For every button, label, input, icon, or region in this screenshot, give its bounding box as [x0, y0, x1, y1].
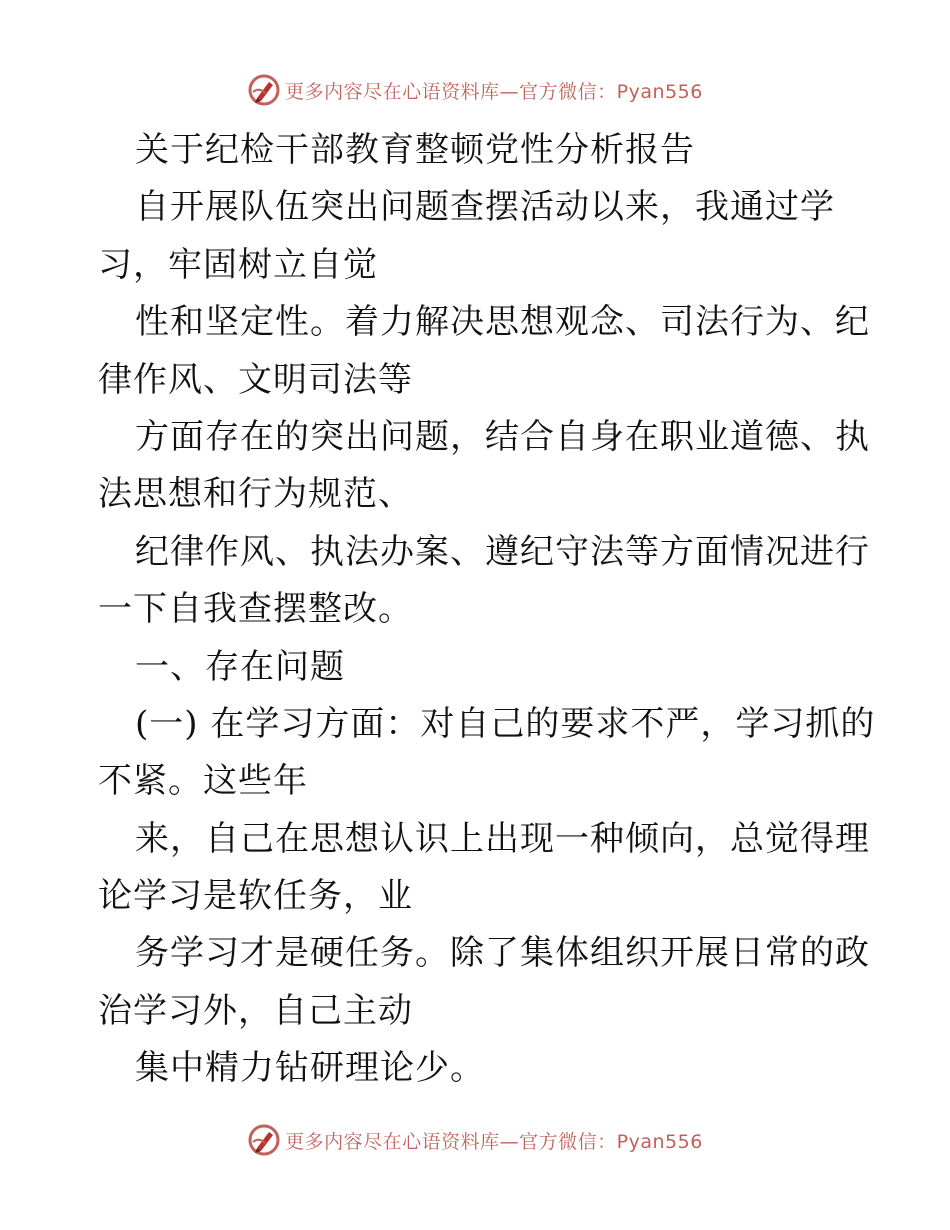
paragraph-line: 性和坚定性。着力解决思想观念、司法行为、纪	[135, 302, 870, 343]
paragraph-line: 一下自我查摆整改。	[98, 589, 413, 630]
paragraph-line: 论学习是软任务，业	[98, 876, 413, 917]
document-body	[98, 122, 876, 1098]
paragraph-line: 律作风、文明司法等	[98, 359, 413, 400]
paragraph-line: 不紧。这些年	[98, 761, 308, 802]
paragraph-line: 方面存在的突出问题，结合自身在职业道德、执	[135, 416, 870, 457]
header-watermark	[0, 72, 950, 108]
section-heading: 一、存在问题	[135, 646, 345, 687]
paragraph-line: 治学习外，自己主动	[98, 990, 413, 1031]
watermark-text: 更多内容尽在心语资料库—官方微信：Pyan556	[285, 80, 703, 103]
paragraph-line: 集中精力钻研理论少。	[135, 1048, 485, 1089]
document-title: 关于纪检干部教育整顿党性分析报告	[135, 130, 695, 170]
pen-logo-icon	[247, 1123, 281, 1157]
paragraph-line: 习，牢固树立自觉	[98, 244, 378, 285]
paragraph-line: 法思想和行为规范、	[98, 474, 413, 515]
paragraph-line: 自开展队伍突出问题查摆活动以来，我通过学	[135, 187, 835, 228]
paragraph-line: 务学习才是硬任务。除了集体组织开展日常的政	[135, 933, 870, 974]
paragraph-line: 纪律作风、执法办案、遵纪守法等方面情况进行	[135, 531, 870, 572]
paragraph-line: 来，自己在思想认识上出现一种倾向，总觉得理	[135, 818, 870, 859]
watermark-text: 更多内容尽在心语资料库—官方微信：Pyan556	[285, 1130, 703, 1153]
footer-watermark	[0, 1122, 950, 1158]
pen-logo-icon	[247, 73, 281, 107]
subsection-line: (一) 在学习方面：对自己的要求不严，学习抓的	[135, 703, 876, 744]
